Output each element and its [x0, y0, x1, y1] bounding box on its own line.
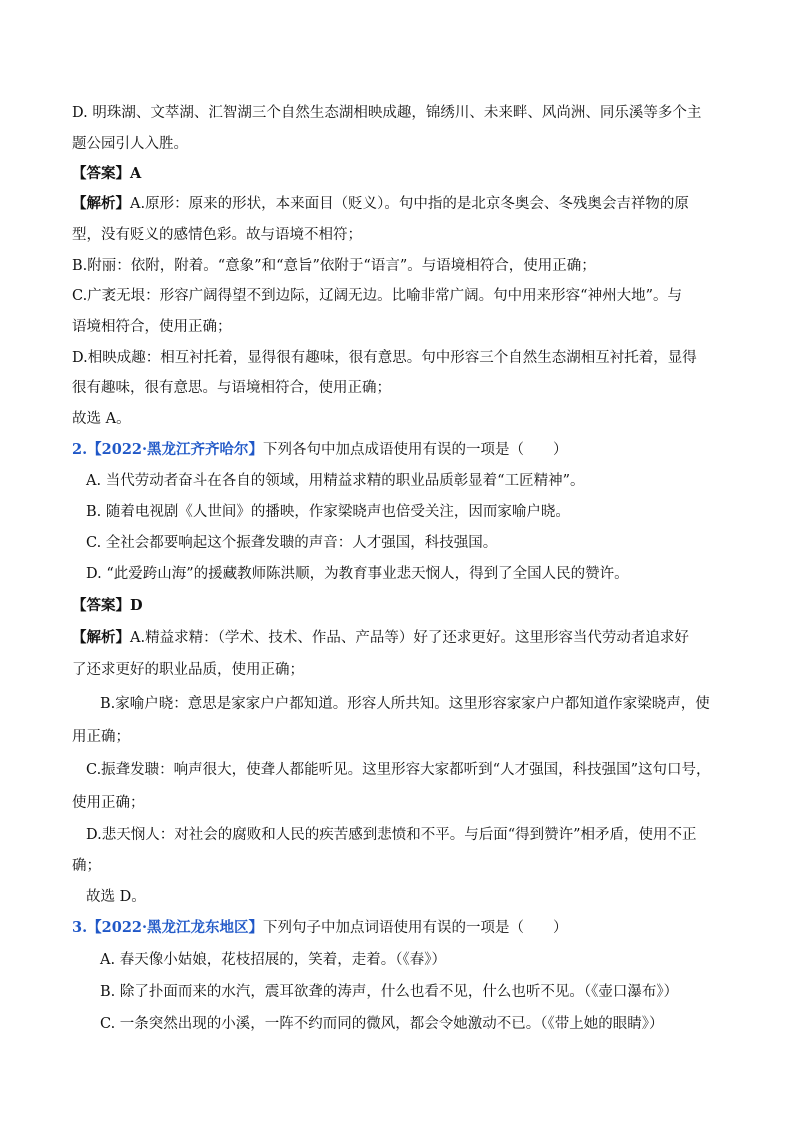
explanation-2-line-4: 用正确； [72, 729, 130, 745]
answer-label: 【答案】 [72, 165, 130, 182]
answer-1 [72, 164, 141, 184]
explanation-2-line-2: 了还求更好的职业品质，使用正确； [72, 662, 304, 678]
question-2-text: 下列各句中加点成语使用有误的一项是（ ） [263, 442, 568, 458]
explanation-1-line-6: D.相映成趣：相互衬托着，显得很有趣味，很有意思。句中形容三个自然生态湖相互衬托着，显得 [72, 350, 697, 366]
question-2-option-b: B. 随着电视剧《人世间》的播映，作家梁晓声也倍受关注，因而家喻户晓。 [86, 504, 570, 520]
explanation-2-line-6: 使用正确； [72, 795, 145, 811]
question-2-heading [72, 440, 568, 460]
question-2-option-c: C. 全社会都要响起这个振聋发聩的声音：人才强国，科技强国。 [86, 535, 498, 551]
option-d-line-2: 题公园引人入胜。 [72, 136, 188, 152]
explanation-label: 【解析】 [72, 629, 130, 646]
question-3-source: 3.【2022·黑龙江龙东地区】 [72, 919, 264, 936]
question-3-option-a: A. 春天像小姑娘，花枝招展的，笑着，走着。（《春》） [100, 952, 446, 968]
answer-label: 【答案】 [72, 597, 130, 614]
explanation-1-line-7: 很有趣味，很有意思。与语境相符合，使用正确； [72, 380, 391, 396]
question-2-option-d: D. “此爱跨山海”的援藏教师陈洪顺，为教育事业悲天悯人，得到了全国人民的赞许。 [86, 566, 629, 582]
explanation-2-line-5: C.振聋发聩：响声很大，使聋人都能听见。这里形容大家都听到“人才强国，科技强国”这句口号， [86, 762, 711, 778]
explanation-1-line-3: B.附丽：依附，附着。“意象”和“意旨”依附于“语言”。与语境相符合，使用正确； [72, 258, 596, 274]
explanation-2-line-1 [72, 628, 689, 648]
explanation-1-line-5: 语境相符合，使用正确； [72, 319, 232, 335]
explanation-text: A.精益求精：（学术、技术、作品、产品等）好了还求更好。这里形容当代劳动者追求好 [130, 630, 689, 646]
explanation-1-line-8: 故选 A。 [72, 411, 131, 427]
explanation-2-line-8: 确； [72, 858, 101, 874]
answer-2 [72, 596, 143, 616]
question-3-heading [72, 918, 568, 938]
explanation-2-line-7: D.悲天悯人：对社会的腐败和人民的疾苦感到悲愤和不平。与后面“得到赞许”相矛盾，使用不正 [86, 827, 697, 843]
question-3-option-c: C. 一条突然出现的小溪，一阵不约而同的微风，都会令她激动不已。（《带上她的眼睛》） [100, 1016, 664, 1032]
explanation-label: 【解析】 [72, 195, 130, 212]
question-3-option-b: B. 除了扑面而来的水汽，震耳欲聋的涛声，什么也看不见，什么也听不见。（《壶口瀑布》） [100, 984, 679, 1000]
option-d-line-1: D. 明珠湖、文萃湖、汇智湖三个自然生态湖相映成趣，锦绣川、未来畔、风尚洲、同乐溪等多个主 [72, 105, 702, 121]
question-3-text: 下列句子中加点词语使用有误的一项是（ ） [263, 920, 568, 936]
explanation-1-line-4: C.广袤无垠：形容广阔得望不到边际，辽阔无边。比喻非常广阔。句中用来形容“神州大地”。与 [72, 288, 683, 304]
explanation-1-line-1 [72, 194, 689, 214]
explanation-1-line-2: 型，没有贬义的感情色彩。故与语境不相符； [72, 227, 362, 243]
answer-value: A [130, 165, 142, 182]
explanation-2-line-3: B.家喻户晓：意思是家家户户都知道。形容人所共知。这里形容家家户户都知道作家梁晓声，使 [100, 696, 710, 712]
explanation-2-line-9: 故选 D。 [86, 889, 146, 905]
answer-value: D [130, 597, 143, 614]
question-2-source: 2.【2022·黑龙江齐齐哈尔】 [72, 441, 264, 458]
explanation-text: A.原形：原来的形状，本来面目（贬义）。句中指的是北京冬奥会、冬残奥会吉祥物的原 [130, 196, 689, 212]
question-2-option-a: A. 当代劳动者奋斗在各自的领域，用精益求精的职业品质彰显着“工匠精神”。 [86, 473, 585, 489]
